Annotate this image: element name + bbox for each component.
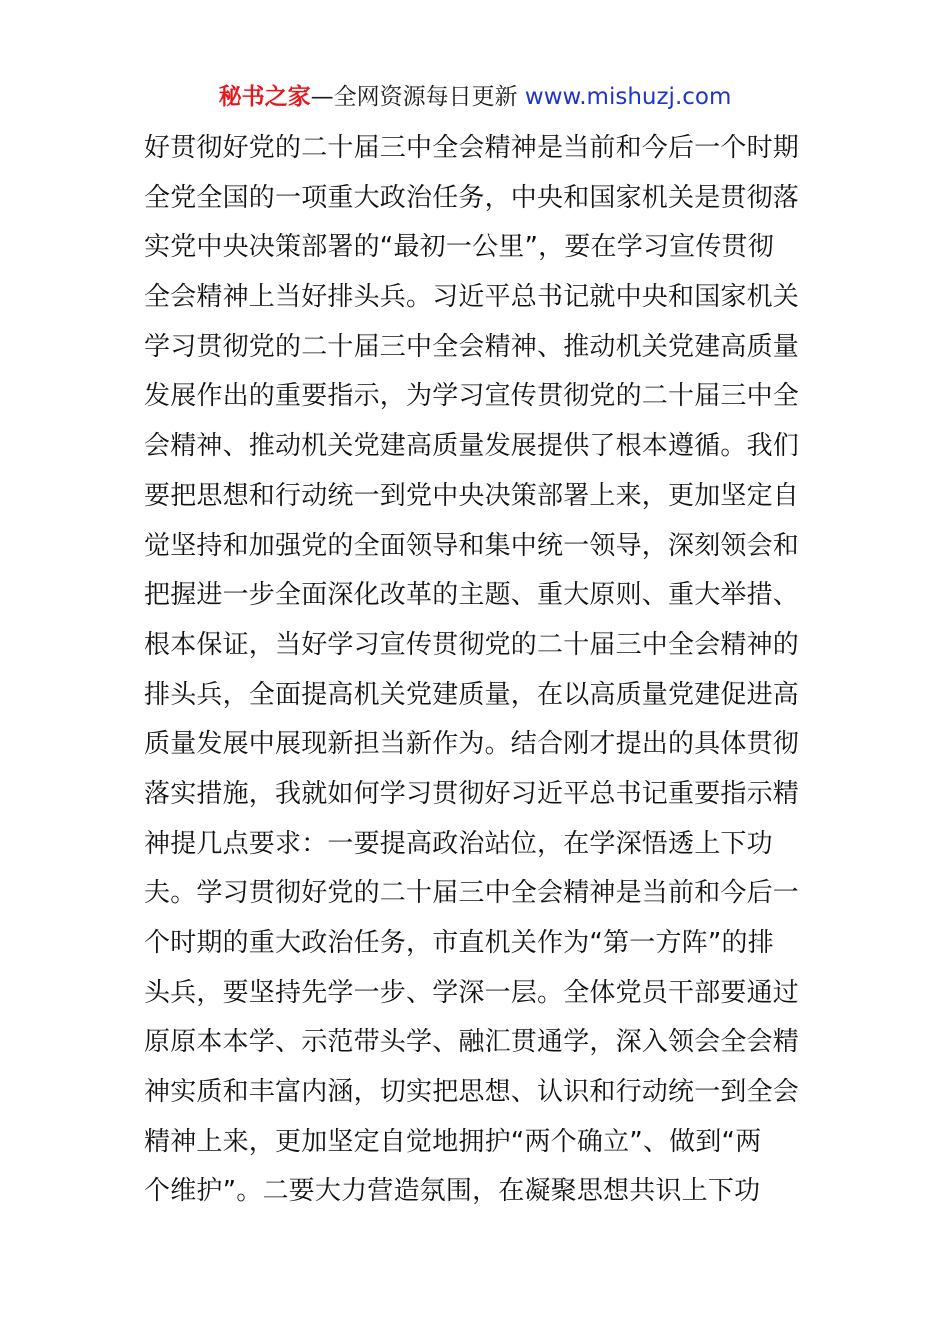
text-line: 实党中央决策部署的“最初一公里”，要在学习宣传贯彻	[144, 232, 774, 263]
text-line: 个时期的重大政治任务，市直机关作为“第一方阵”的排	[144, 928, 774, 958]
text-line: 全会精神上当好排头兵。习近平总书记就中央和国家机关	[144, 282, 800, 313]
text-line: 学习贯彻党的二十届三中全会精神、推动机关党建高质量	[144, 331, 800, 362]
text-line: 排头兵，全面提高机关党建质量，在以高质量党建促进高	[144, 679, 800, 710]
text-line: 发展作出的重要指示，为学习宣传贯彻党的二十届三中全	[144, 381, 800, 412]
text-line: 夫。学习贯彻好党的二十届三中全会精神是当前和今后一	[144, 878, 800, 909]
text-line: 全党全国的一项重大政治任务，中央和国家机关是贯彻落	[144, 182, 800, 213]
header-slogan: —全网资源每日更新	[310, 84, 525, 110]
text-line: 神提几点要求：一要提高政治站位，在学深悟透上下功	[144, 828, 773, 859]
text-line: 质量发展中展现新担当新作为。结合刚才提出的具体贯彻	[144, 729, 800, 760]
text-line: 头兵，要坚持先学一步、学深一层。全体党员干部要通过	[144, 977, 800, 1008]
body-text	[144, 124, 809, 1217]
text-line: 根本保证，当好学习宣传贯彻党的二十届三中全会精神的	[144, 629, 800, 660]
text-line: 要把思想和行动统一到党中央决策部署上来，更加坚定自	[144, 480, 800, 511]
website-url[interactable]: www.mishuzj.com	[524, 84, 732, 110]
text-line: 原原本本学、示范带头学、融汇贯通学，深入领会全会精	[144, 1027, 800, 1058]
text-line: 精神上来，更加坚定自觉地拥护“两个确立”、做到“两	[144, 1126, 762, 1157]
text-line: 好贯彻好党的二十届三中全会精神是当前和今后一个时期	[144, 133, 800, 163]
text-line: 会精神、推动机关党建高质量发展提供了根本遵循。我们	[144, 431, 800, 462]
brand-name: 秘书之家	[218, 84, 311, 110]
text-line: 把握进一步全面深化改革的主题、重大原则、重大举措、	[144, 580, 800, 611]
page-header	[0, 80, 950, 114]
text-line: 神实质和丰富内涵，切实把思想、认识和行动统一到全会	[144, 1077, 800, 1108]
text-line: 个维护”。二要大力营造氛围，在凝聚思想共识上下功	[144, 1176, 761, 1207]
text-line: 觉坚持和加强党的全面领导和集中统一领导，深刻领会和	[144, 530, 800, 561]
text-line: 落实措施，我就如何学习贯彻好习近平总书记重要指示精	[144, 778, 800, 809]
